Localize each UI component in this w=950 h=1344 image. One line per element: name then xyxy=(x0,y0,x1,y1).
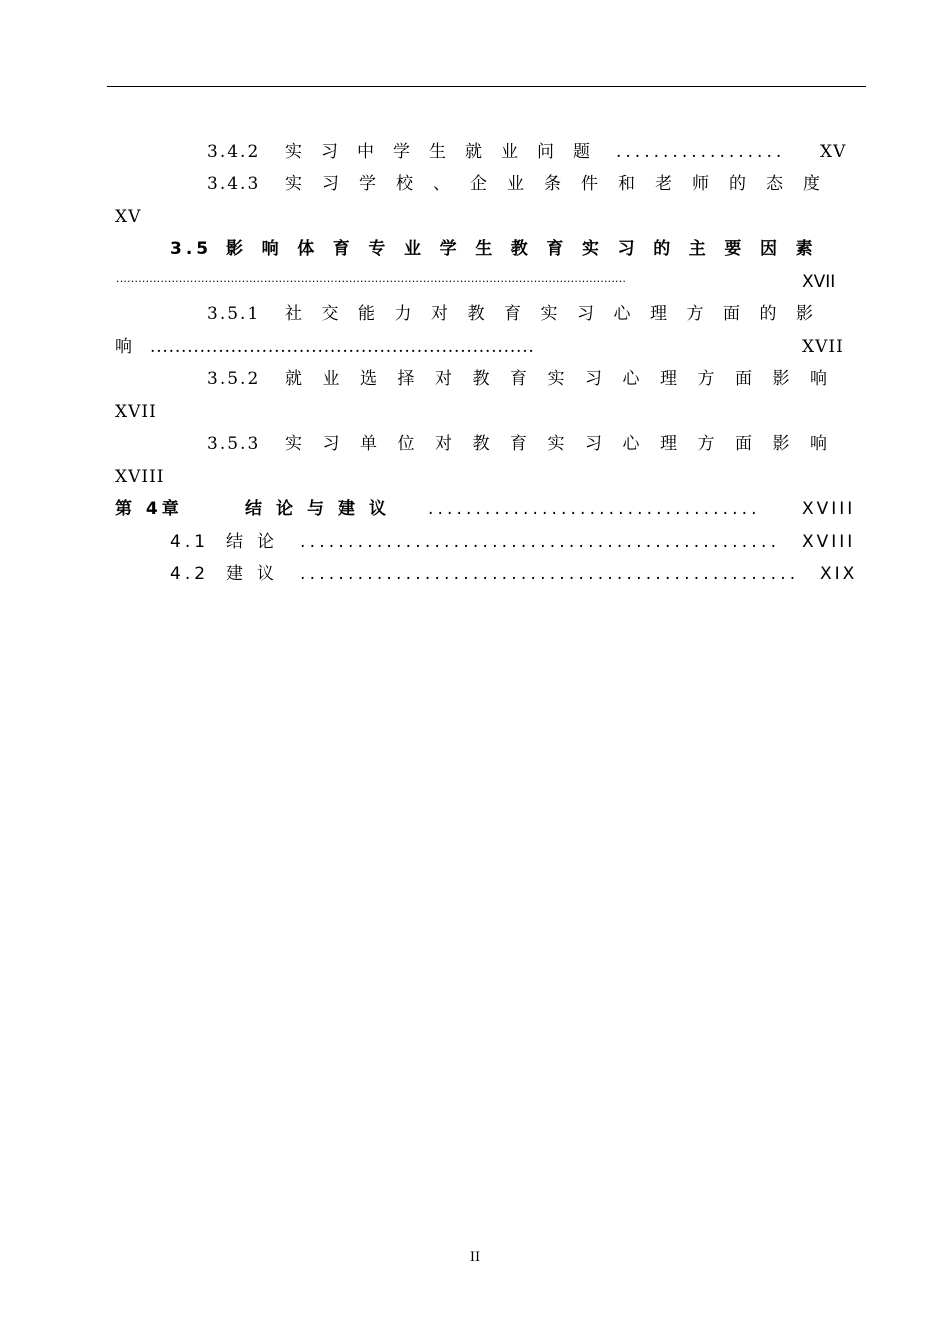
toc-entry-number: 3.5.2 xyxy=(207,369,261,389)
toc-page-number: XIX xyxy=(820,564,858,584)
toc-entry-3-5-2[interactable] xyxy=(207,371,848,388)
toc-entry-title: 建议 xyxy=(226,564,288,584)
toc-entry-number: 4.1 xyxy=(170,532,210,552)
toc-entry-3-4-2[interactable] xyxy=(207,144,609,161)
toc-entry-title: 结论 xyxy=(226,532,288,552)
toc-leader-dots: .................................................. xyxy=(300,534,781,551)
toc-entry-title: 实习单位对教育实习心理方面影响 xyxy=(285,434,848,454)
toc-entry-number: 3.5 xyxy=(170,239,213,259)
toc-entry-title: 结论与建议 xyxy=(245,499,400,519)
toc-entry-title: 实习学校、企业条件和老师的态度 xyxy=(285,174,840,194)
toc-entry-number: 3.4.2 xyxy=(207,142,261,162)
toc-leader-dots: ................................... xyxy=(428,501,761,518)
toc-page-number: XVIII xyxy=(802,499,856,519)
toc-page-number: XVIII xyxy=(802,532,856,552)
toc-entry-title: 实习中学生就业问题 xyxy=(285,142,609,162)
toc-entry-title: 社交能力对教育实习心理方面的影 xyxy=(285,304,833,324)
toc-leader-dots: .............................................................. xyxy=(150,339,535,356)
toc-entry-3-5-1[interactable] xyxy=(207,306,833,323)
footer-page-number: II xyxy=(469,1250,481,1265)
toc-entry-number: 3.5.1 xyxy=(207,304,261,324)
toc-entry-number: 第 4章 xyxy=(115,499,183,519)
toc-page-number: XVII xyxy=(115,402,157,422)
toc-entry-3-5[interactable] xyxy=(170,241,831,258)
toc-leader-dots: .................. xyxy=(616,144,786,161)
toc-entry-title: 影响体育专业学生教育实习的主要因素 xyxy=(226,239,832,259)
toc-entry-3-5-3[interactable] xyxy=(207,436,848,453)
toc-page-number: XV xyxy=(115,207,142,227)
toc-entry-number: 4.2 xyxy=(170,564,210,584)
toc-chapter-4[interactable] xyxy=(115,501,400,518)
toc-page-number: XVII xyxy=(802,337,844,357)
toc-entry-3-4-3[interactable] xyxy=(207,176,840,193)
toc-page-number: XV xyxy=(820,142,847,162)
toc-entry-3-5-1-continued xyxy=(115,339,132,356)
toc-entry-title-continued: 响 xyxy=(115,337,132,357)
toc-page-number: XVIII xyxy=(115,467,165,487)
table-of-contents xyxy=(0,0,950,620)
toc-leader-dots: .......................................................................................................................................... xyxy=(116,273,627,284)
toc-entry-4-2[interactable] xyxy=(170,566,288,583)
toc-entry-number: 3.4.3 xyxy=(207,174,261,194)
toc-entry-title: 就业选择对教育实习心理方面影响 xyxy=(285,369,848,389)
toc-entry-4-1[interactable] xyxy=(170,534,288,551)
toc-entry-number: 3.5.3 xyxy=(207,434,261,454)
toc-leader-dots: .................................................... xyxy=(300,566,800,583)
toc-page-number: XVII xyxy=(802,272,836,292)
